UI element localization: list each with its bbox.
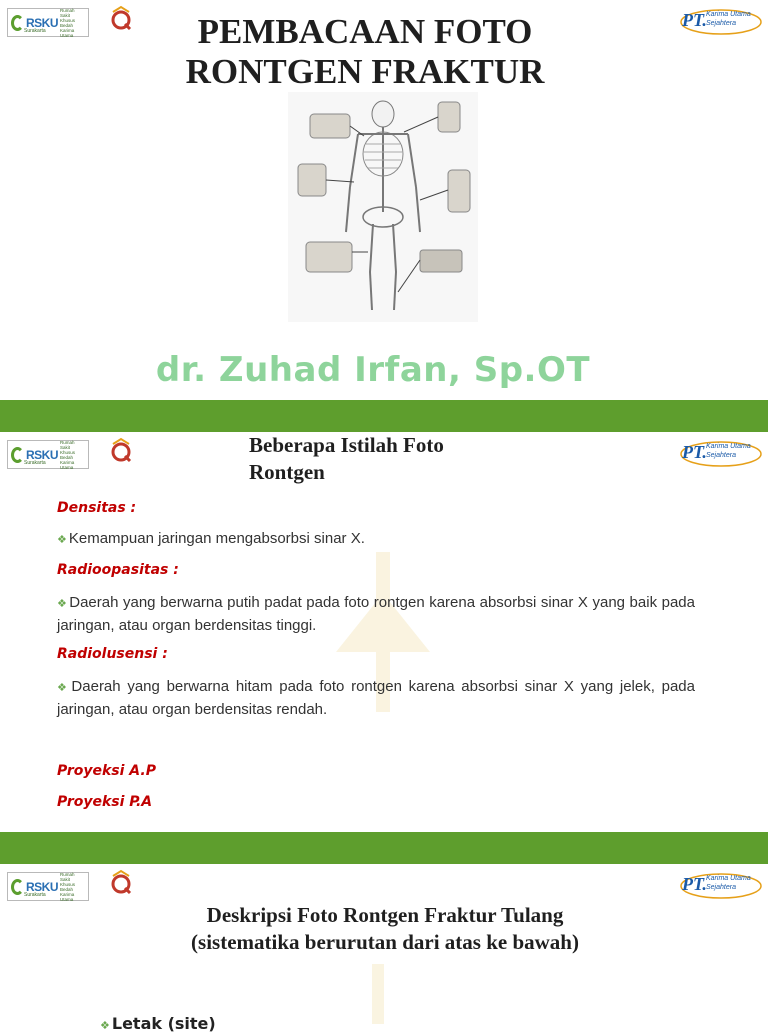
rsku-logo: [7, 8, 89, 37]
definition-text: Kemampuan jaringan mengabsorbsi sinar X.: [68, 530, 365, 547]
quality-q-icon: [108, 438, 134, 464]
quality-award-logo: [98, 6, 144, 40]
term-radiolusensi: Radiolusensi :: [57, 646, 168, 662]
slide-title-line-2: Rontgen: [249, 460, 325, 484]
list-item-text: Letak (site): [111, 1014, 216, 1033]
slide-separator: [0, 400, 768, 432]
rsku-logo: [7, 440, 89, 469]
pt-logo-text: PT.: [682, 442, 707, 462]
pt-logo-sub1: Karima Utama: [706, 875, 751, 882]
definition-densitas: [57, 528, 695, 551]
quality-q-icon: [108, 870, 134, 896]
pt-logo-text: PT.: [682, 10, 707, 30]
slide-title-line-2: (sistematika berurutan dari atas ke bawah): [191, 930, 579, 954]
term-proyeksi-pa: Proyeksi P.A: [57, 794, 153, 810]
rsku-logo-city: Surakarta: [24, 460, 46, 466]
term-radioopasitas: Radioopasitas :: [57, 562, 179, 578]
rsku-logo-city: Surakarta: [24, 892, 46, 898]
rsku-logo: [7, 872, 89, 901]
crescent-icon: [11, 447, 24, 463]
slide-title: [160, 902, 610, 956]
quality-q-icon: [108, 6, 134, 32]
diamond-bullet-icon: ❖: [57, 682, 70, 694]
pt-logo-text: PT.: [682, 874, 707, 894]
pt-logo-sub2: Sejahtera: [706, 452, 736, 459]
rsku-logo-text: RSKU: [26, 879, 59, 894]
slide-separator: [0, 832, 768, 864]
definition-radiolusensi: [57, 676, 695, 720]
diamond-bullet-icon: ❖: [100, 1019, 110, 1032]
crescent-watermark-icon: [350, 964, 410, 1024]
rsku-logo-subtext: Rumah Sakit Khusus Bedah Karima Utama: [60, 7, 76, 38]
rsku-logo-text: RSKU: [26, 447, 59, 462]
skeleton-joints-figure: [288, 92, 478, 322]
slide-description: [0, 864, 768, 1033]
diamond-bullet-icon: ❖: [57, 598, 68, 610]
rsku-logo-subtext: Rumah Sakit Khusus Bedah Karima Utama: [60, 871, 76, 902]
definition-text: Daerah yang berwarna hitam pada foto rontgen karena absorbsi sinar X yang jelek, pada jaringan, atau organ berdensitas rendah.: [57, 678, 695, 718]
slide-terms: [0, 432, 768, 832]
rsku-logo-city: Surakarta: [24, 28, 46, 34]
definition-radioopasitas: [57, 592, 695, 636]
rsku-logo-text: RSKU: [26, 15, 59, 30]
title-line-2: RONTGEN FRAKTUR: [185, 52, 545, 91]
rsku-logo-subtext: Rumah Sakit Khusus Bedah Karima Utama: [60, 439, 76, 470]
pt-logo-sub2: Sejahtera: [706, 20, 736, 27]
quality-award-logo: [98, 438, 144, 472]
pt-karima-logo: [680, 8, 762, 36]
definition-text: Daerah yang berwarna putih padat pada foto rontgen karena absorbsi sinar X yang baik pada jaringan, atau organ berdensitas tinggi.: [57, 594, 695, 634]
pt-logo-sub1: Karima Utama: [706, 443, 751, 450]
quality-award-logo: [98, 870, 144, 904]
title-line-1: PEMBACAAN FOTO: [197, 12, 533, 51]
pt-logo-sub1: Karima Utama: [706, 11, 751, 18]
slide-title: [249, 432, 549, 486]
pt-karima-logo: [680, 872, 762, 900]
list-item: [100, 1014, 216, 1033]
pt-logo-sub2: Sejahtera: [706, 884, 736, 891]
author-name: dr. Zuhad Irfan, Sp.OT: [155, 350, 591, 390]
presentation-title: [150, 12, 580, 92]
crescent-icon: [11, 879, 24, 895]
term-proyeksi-ap: Proyeksi A.P: [57, 763, 156, 779]
slide-title-page: [0, 0, 768, 400]
term-densitas: Densitas :: [57, 500, 137, 516]
diamond-bullet-icon: ❖: [57, 534, 67, 546]
slide-title-line-1: Beberapa Istilah Foto: [249, 433, 444, 457]
slide-title-line-1: Deskripsi Foto Rontgen Fraktur Tulang: [206, 903, 564, 927]
crescent-icon: [11, 15, 24, 31]
pt-karima-logo: [680, 440, 762, 468]
crescent-watermark-icon: [296, 542, 466, 752]
